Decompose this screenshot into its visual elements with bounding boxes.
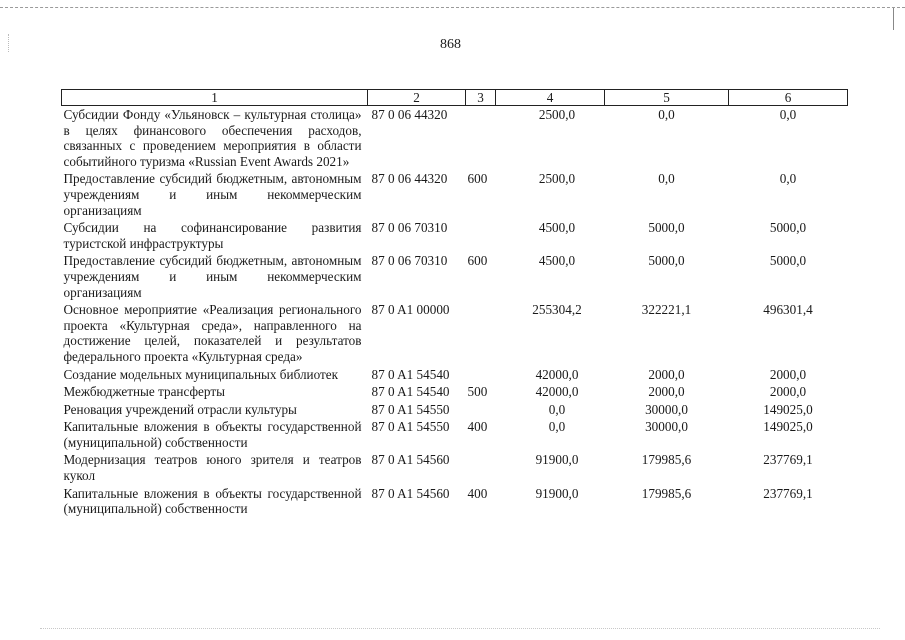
row-value-col6: 496301,4 [763,302,813,318]
column-header: 3 [466,90,496,106]
row-name: Капитальные вложения в объекты государственной (муниципальной) собственности [63,419,362,450]
row-expense-type: 600 [467,171,488,187]
row-value-col5: 2000,0 [648,366,685,382]
scan-edge-left [8,34,9,52]
row-code: 87 0 A1 54540 [371,384,450,400]
row-value-col5: 179985,6 [641,452,692,468]
row-value-col6: 5000,0 [769,220,807,236]
row-name: Основное мероприятие «Реализация регионального проекта «Культурная среда», направленного на достижение целей, показателей и результатов федерального проекта «Культурная среда» [63,302,362,364]
row-value-col5: 5000,0 [648,220,685,236]
row-value-col4: 2500,0 [538,107,576,122]
row-code: 87 0 A1 54540 [371,366,450,382]
row-expense-type: 400 [467,419,488,435]
row-code: 87 0 06 70310 [371,253,448,269]
row-value-col4: 42000,0 [535,384,579,400]
row-value-col6: 149025,0 [763,401,813,417]
row-expense-type [466,366,496,384]
row-value-col4: 255304,2 [532,302,582,318]
row-value-col4: 4500,0 [538,220,576,236]
table-row [62,383,848,401]
row-name: Субсидии Фонду «Ульяновск – культурная столица» в целях финансового обеспечения расходов, связанных с проведением мероприятия в области событийного туризма «Russian Event Awards 2021» [63,107,362,169]
row-code: 87 0 06 44320 [371,107,448,122]
row-expense-type [466,301,496,365]
row-value-col5: 30000,0 [645,401,688,417]
table-row [62,451,848,484]
table-row [62,366,848,384]
row-value-col4: 0,0 [548,401,566,417]
row-value-col4: 4500,0 [538,253,576,269]
row-expense-type [466,451,496,484]
budget-table [61,89,848,518]
table-row [62,401,848,419]
row-code: 87 0 A1 54560 [371,452,450,468]
row-code: 87 0 A1 54550 [371,401,450,417]
table-row [62,418,848,451]
table-row [62,170,848,219]
row-value-col5: 322221,1 [641,302,692,318]
column-header: 1 [62,90,368,106]
row-value-col6: 0,0 [779,171,797,187]
table-row [62,106,848,171]
row-expense-type [466,401,496,419]
table-row [62,301,848,365]
table-row [62,219,848,252]
row-name: Предоставление субсидий бюджетным, автономным учреждениям и иным некоммерческим организациям [63,171,362,218]
row-code: 87 0 A1 00000 [371,302,450,318]
row-value-col4: 91900,0 [535,452,579,468]
row-expense-type [466,106,496,171]
row-value-col6: 0,0 [779,107,797,122]
row-value-col5: 2000,0 [648,384,685,400]
row-name: Предоставление субсидий бюджетным, автономным учреждениям и иным некоммерческим организациям [63,253,362,300]
row-value-col6: 149025,0 [763,419,813,435]
column-header: 6 [729,90,848,106]
row-expense-type: 400 [467,485,488,501]
table-row [62,485,848,518]
row-expense-type [466,219,496,252]
row-expense-type: 600 [467,253,488,269]
scan-edge-right [893,8,894,30]
row-name: Субсидии на софинансирование развития туристской инфраструктуры [63,220,362,251]
column-header: 2 [368,90,466,106]
row-name: Реновация учреждений отрасли культуры [63,401,297,417]
row-value-col6: 2000,0 [769,366,807,382]
row-value-col4: 42000,0 [535,366,579,382]
row-value-col5: 30000,0 [645,419,688,435]
scan-edge-top [0,7,905,8]
row-value-col4: 0,0 [548,419,566,435]
row-code: 87 0 06 44320 [371,171,448,187]
table-row [62,252,848,301]
column-header: 4 [496,90,605,106]
row-code: 87 0 A1 54550 [371,419,450,435]
row-value-col5: 0,0 [658,171,675,187]
column-header: 5 [605,90,729,106]
row-name: Модернизация театров юного зрителя и театров кукол [63,452,362,484]
row-value-col5: 5000,0 [648,253,685,269]
row-name: Создание модельных муниципальных библиотек [63,366,339,382]
row-value-col6: 237769,1 [763,485,813,501]
page-number: 868 [440,37,461,52]
row-value-col4: 91900,0 [535,485,579,501]
row-value-col5: 179985,6 [641,485,692,501]
row-value-col6: 5000,0 [769,253,807,269]
row-code: 87 0 06 70310 [371,220,448,236]
scan-edge-bottom [40,628,880,629]
row-name: Межбюджетные трансферты [63,384,225,400]
table-header-row [62,90,848,106]
row-expense-type: 500 [467,384,488,400]
row-name: Капитальные вложения в объекты государственной (муниципальной) собственности [63,485,362,517]
row-value-col6: 237769,1 [763,452,813,468]
row-value-col5: 0,0 [658,107,675,122]
row-code: 87 0 A1 54560 [371,485,450,501]
row-value-col4: 2500,0 [538,171,576,187]
row-value-col6: 2000,0 [769,384,807,400]
